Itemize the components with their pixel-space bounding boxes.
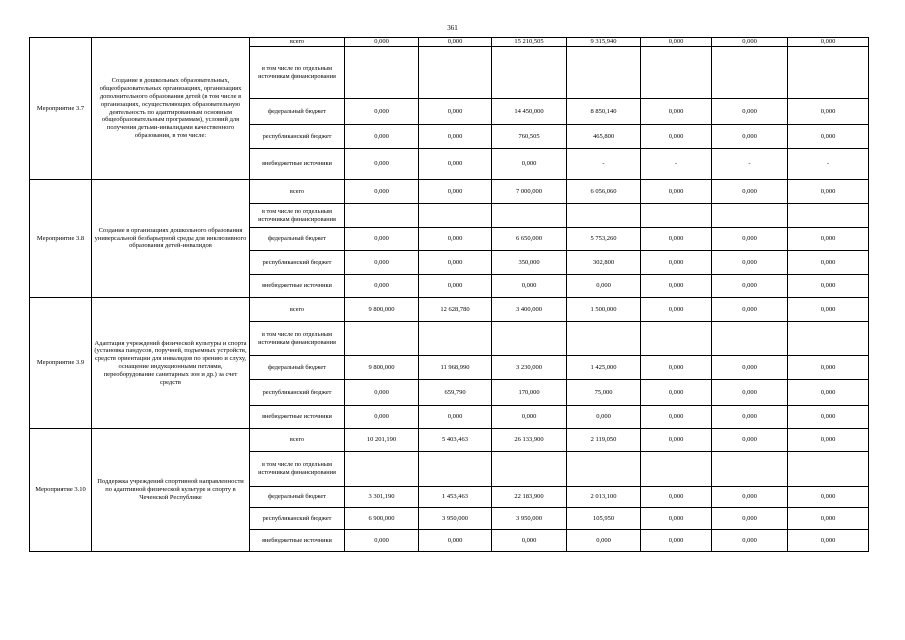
amount-cell: 3 950,000 [492,508,567,530]
amount-cell: 6 056,060 [567,180,641,204]
amount-cell: 0,000 [567,275,641,298]
amount-cell: 0,000 [788,180,869,204]
amount-cell [419,204,492,228]
funding-source: республиканский бюджет [250,508,345,530]
amount-cell [567,204,641,228]
funding-source: всего [250,38,345,47]
event-description: Создание в организациях дошкольного образования универсальной безбарьерной среды для инклюзивного образования детей-инвалидов [92,180,250,298]
amount-cell: 0,000 [641,429,712,452]
table-row [30,180,869,204]
amount-cell: 6 650,000 [492,228,567,251]
amount-cell: 302,800 [567,251,641,275]
funding-source: республиканский бюджет [250,125,345,149]
amount-cell: 2 013,100 [567,487,641,508]
amount-cell [712,322,788,356]
amount-cell [788,322,869,356]
amount-cell: 0,000 [712,180,788,204]
amount-cell: 22 183,900 [492,487,567,508]
amount-cell [419,322,492,356]
funding-source: федеральный бюджет [250,356,345,380]
amount-cell: 465,800 [567,125,641,149]
amount-cell: 0,000 [641,298,712,322]
amount-cell [712,47,788,99]
amount-cell: 9 800,000 [345,356,419,380]
amount-cell: 1 453,463 [419,487,492,508]
amount-cell: 0,000 [788,99,869,125]
amount-cell: 0,000 [345,149,419,180]
amount-cell: 0,000 [712,380,788,406]
amount-cell: 0,000 [345,406,419,429]
amount-cell: 0,000 [345,228,419,251]
amount-cell: 0,000 [345,38,419,47]
amount-cell [492,204,567,228]
amount-cell: 15 210,505 [492,38,567,47]
amount-cell: 170,000 [492,380,567,406]
amount-cell: 0,000 [788,275,869,298]
funding-source: федеральный бюджет [250,99,345,125]
amount-cell [641,452,712,487]
amount-cell: 6 900,000 [345,508,419,530]
amount-cell: 0,000 [641,99,712,125]
amount-cell: 0,000 [567,406,641,429]
funding-source: внебюджетные источники [250,149,345,180]
amount-cell [345,322,419,356]
amount-cell: 5 753,260 [567,228,641,251]
amount-cell: 0,000 [641,530,712,552]
amount-cell: 0,000 [641,487,712,508]
amount-cell: 0,000 [788,429,869,452]
amount-cell: 11 968,990 [419,356,492,380]
event-description: Поддержка учреждений спортивной направленности по адаптивной физической культуре и спорту в Чеченской Республике [92,429,250,552]
amount-cell [567,452,641,487]
amount-cell: 0,000 [492,149,567,180]
funding-source: федеральный бюджет [250,487,345,508]
event-description: Создание в дошкольных образовательных, общеобразовательных организациях, организациях дополнительного образования детей (в том числе в организациях, осуществляющих образовательную деятельность по адаптированным основным общеобразовательным программам), условий для получения детьми-инвалидами качественного образования, в том числе: [92,38,250,180]
amount-cell: 0,000 [712,99,788,125]
amount-cell [641,322,712,356]
amount-cell: 0,000 [345,275,419,298]
funding-source: в том числе по отдельным источникам финансирования [250,452,345,487]
amount-cell: 75,000 [567,380,641,406]
amount-cell: 0,000 [641,406,712,429]
amount-cell: 0,000 [712,38,788,47]
amount-cell: 0,000 [345,380,419,406]
event-label: Мероприятие 3.7 [30,38,92,180]
amount-cell: 0,000 [788,125,869,149]
event-label: Мероприятие 3.8 [30,180,92,298]
amount-cell: 0,000 [712,275,788,298]
amount-cell: 0,000 [419,275,492,298]
event-label: Мероприятие 3.10 [30,429,92,552]
funding-source: всего [250,180,345,204]
amount-cell: 0,000 [345,530,419,552]
amount-cell: 350,000 [492,251,567,275]
amount-cell: 26 133,900 [492,429,567,452]
amount-cell: 0,000 [788,530,869,552]
funding-source: в том числе по отдельным источникам финансирования [250,322,345,356]
amount-cell [345,452,419,487]
amount-cell: 0,000 [345,125,419,149]
amount-cell: 0,000 [788,380,869,406]
table-row [30,38,869,47]
funding-source: республиканский бюджет [250,380,345,406]
amount-cell [419,452,492,487]
amount-cell: 0,000 [641,228,712,251]
amount-cell [788,204,869,228]
amount-cell: 0,000 [788,406,869,429]
amount-cell: 12 628,780 [419,298,492,322]
amount-cell: - [641,149,712,180]
amount-cell: 0,000 [712,228,788,251]
amount-cell: 0,000 [419,406,492,429]
amount-cell: 0,000 [712,429,788,452]
amount-cell: 0,000 [712,298,788,322]
funding-source: внебюджетные источники [250,275,345,298]
amount-cell: 0,000 [788,251,869,275]
funding-source: внебюджетные источники [250,406,345,429]
amount-cell: 0,000 [788,38,869,47]
amount-cell: 0,000 [788,487,869,508]
funding-source: в том числе по отдельным источникам финансирования [250,204,345,228]
event-label: Мероприятие 3.9 [30,298,92,429]
amount-cell: 0,000 [419,228,492,251]
funding-source: внебюджетные источники [250,530,345,552]
amount-cell: 1 500,000 [567,298,641,322]
amount-cell [641,204,712,228]
amount-cell [492,47,567,99]
amount-cell [788,452,869,487]
amount-cell: - [788,149,869,180]
amount-cell [712,204,788,228]
funding-source: федеральный бюджет [250,228,345,251]
amount-cell: - [712,149,788,180]
amount-cell: 0,000 [788,298,869,322]
amount-cell: 0,000 [492,275,567,298]
amount-cell: 0,000 [641,38,712,47]
amount-cell: 0,000 [712,530,788,552]
funding-source: всего [250,298,345,322]
amount-cell: 0,000 [712,508,788,530]
amount-cell [712,452,788,487]
amount-cell: 3 301,190 [345,487,419,508]
amount-cell: 0,000 [788,508,869,530]
amount-cell [641,47,712,99]
amount-cell: - [567,149,641,180]
amount-cell: 659,790 [419,380,492,406]
amount-cell [788,47,869,99]
amount-cell: 0,000 [419,530,492,552]
amount-cell: 0,000 [641,275,712,298]
amount-cell: 0,000 [641,508,712,530]
event-description: Адаптация учреждений физической культуры и спорта (установка пандусов, поручней, подъемных устройств, средств ориентации для инвалидов по зрению и слуху, оснащение индукционными петлями, переоборудование санитарных зон и др.) за счет средств [92,298,250,429]
amount-cell: 3 400,000 [492,298,567,322]
amount-cell: 760,505 [492,125,567,149]
funding-source: в том числе по отдельным источникам финансирования [250,47,345,99]
amount-cell: 0,000 [345,251,419,275]
amount-cell: 0,000 [712,406,788,429]
amount-cell: 2 119,050 [567,429,641,452]
funding-source: всего [250,429,345,452]
amount-cell: 0,000 [345,180,419,204]
amount-cell: 0,000 [419,125,492,149]
amount-cell: 0,000 [788,228,869,251]
amount-cell [492,322,567,356]
amount-cell: 0,000 [419,38,492,47]
amount-cell [567,47,641,99]
budget-table [29,37,869,552]
amount-cell: 0,000 [345,99,419,125]
amount-cell: 5 403,463 [419,429,492,452]
amount-cell: 0,000 [419,149,492,180]
table-row [30,429,869,452]
amount-cell [345,47,419,99]
amount-cell: 0,000 [712,487,788,508]
amount-cell: 0,000 [419,180,492,204]
amount-cell: 0,000 [641,380,712,406]
amount-cell: 0,000 [641,356,712,380]
amount-cell: 10 201,190 [345,429,419,452]
amount-cell: 0,000 [641,125,712,149]
amount-cell: 9 800,000 [345,298,419,322]
amount-cell: 0,000 [419,251,492,275]
table-row [30,298,869,322]
amount-cell: 1 425,000 [567,356,641,380]
amount-cell [567,322,641,356]
amount-cell: 0,000 [641,180,712,204]
amount-cell: 0,000 [712,251,788,275]
amount-cell [419,47,492,99]
amount-cell: 105,950 [567,508,641,530]
amount-cell: 0,000 [567,530,641,552]
amount-cell: 3 950,000 [419,508,492,530]
funding-source: республиканский бюджет [250,251,345,275]
amount-cell: 0,000 [641,251,712,275]
amount-cell: 9 315,940 [567,38,641,47]
amount-cell: 0,000 [788,356,869,380]
amount-cell: 0,000 [712,356,788,380]
amount-cell: 14 450,000 [492,99,567,125]
amount-cell: 0,000 [492,530,567,552]
amount-cell: 0,000 [419,99,492,125]
amount-cell [345,204,419,228]
amount-cell [492,452,567,487]
amount-cell: 8 850,140 [567,99,641,125]
amount-cell: 0,000 [492,406,567,429]
amount-cell: 3 230,000 [492,356,567,380]
amount-cell: 0,000 [712,125,788,149]
amount-cell: 7 000,000 [492,180,567,204]
page-number: 361 [447,24,458,32]
